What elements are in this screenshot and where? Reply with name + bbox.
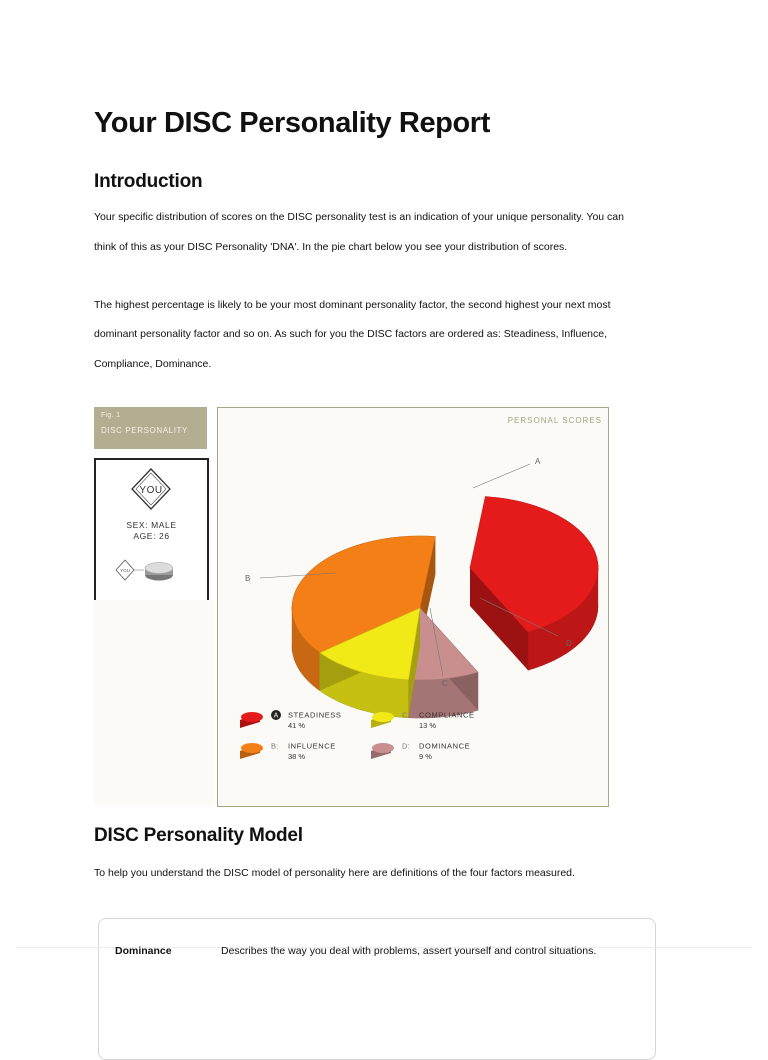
- figure-number: Fig. 1: [101, 412, 121, 419]
- pie-chart: [218, 408, 608, 806]
- callout-label-a: A: [535, 457, 541, 466]
- legend-name: COMPLIANCE: [419, 710, 475, 720]
- chart-panel-title: PERSONAL SCORES: [507, 416, 602, 425]
- legend-item-dominance: [371, 742, 470, 762]
- legend-letter: A: [273, 712, 279, 720]
- legend-swatch: [241, 712, 263, 722]
- legend-item-compliance: [371, 711, 475, 731]
- legend-swatch: [241, 743, 263, 753]
- small-you-diamond-icon: [116, 560, 144, 580]
- profile-age: AGE: 26: [133, 531, 170, 541]
- legend-value: 9 %: [419, 752, 432, 761]
- intro-paragraph-1-line-2: think of this as your DISC Personality 'DNA'. In the pie chart below you see your distribution of scores.: [94, 241, 568, 253]
- profile-card: [94, 458, 209, 603]
- chart-panel: [217, 407, 609, 807]
- legend-swatch: [372, 712, 394, 722]
- page-title: Your DISC Personality Report: [94, 107, 490, 139]
- legend-value: 13 %: [419, 721, 437, 730]
- you-label: YOU: [139, 485, 163, 496]
- legend-value: 38 %: [288, 752, 306, 761]
- figure-tab: [94, 407, 207, 449]
- legend-name: INFLUENCE: [288, 741, 336, 751]
- intro-paragraph-2-line-1: The highest percentage is likely to be your most dominant personality factor, the second highest your next most: [94, 299, 611, 311]
- callout-label-b: B: [245, 574, 251, 583]
- legend-name: STEADINESS: [288, 710, 342, 720]
- legend-item-influence: [240, 742, 336, 762]
- model-intro: To help you understand the DISC model of personality here are definitions of the four factors measured.: [94, 867, 575, 879]
- legend-value: 41 %: [288, 721, 306, 730]
- figure-left-strip: [94, 600, 214, 806]
- legend-swatch: [372, 743, 394, 753]
- intro-paragraph-2-line-3: Compliance, Dominance.: [94, 358, 212, 370]
- callout-label-d: D: [566, 639, 572, 648]
- definition-term: Dominance: [115, 945, 172, 957]
- intro-paragraph-1-line-1: Your specific distribution of scores on the DISC personality test is an indication of your unique personality. You can: [94, 211, 624, 223]
- intro-heading: Introduction: [94, 171, 203, 192]
- mini-pie-icon: [145, 563, 173, 581]
- profile-meta: [96, 520, 207, 542]
- model-heading: DISC Personality Model: [94, 825, 303, 846]
- definitions-card: [98, 918, 656, 1060]
- pie-slice-steadiness: [470, 497, 598, 671]
- intro-paragraph-2-line-2: dominant personality factor and so on. As such for you the DISC factors are ordered as: Steadiness, Influence,: [94, 328, 608, 340]
- figure-title: DISC PERSONALITY: [101, 426, 188, 435]
- you-diamond-icon: [132, 469, 170, 509]
- small-you-label: YOU: [120, 568, 130, 573]
- legend-letter: C:: [402, 710, 410, 720]
- callout-label-c: C: [442, 679, 448, 688]
- legend-letter: D:: [402, 741, 410, 751]
- profile-sex: SEX: MALE: [126, 520, 177, 530]
- callout-line-a: [473, 464, 530, 488]
- definition-text: Describes the way you deal with problems, assert yourself and control situations.: [221, 945, 597, 957]
- legend-name: DOMINANCE: [419, 741, 471, 751]
- legend-letter: B:: [271, 741, 279, 751]
- legend-item-steadiness: [240, 710, 342, 730]
